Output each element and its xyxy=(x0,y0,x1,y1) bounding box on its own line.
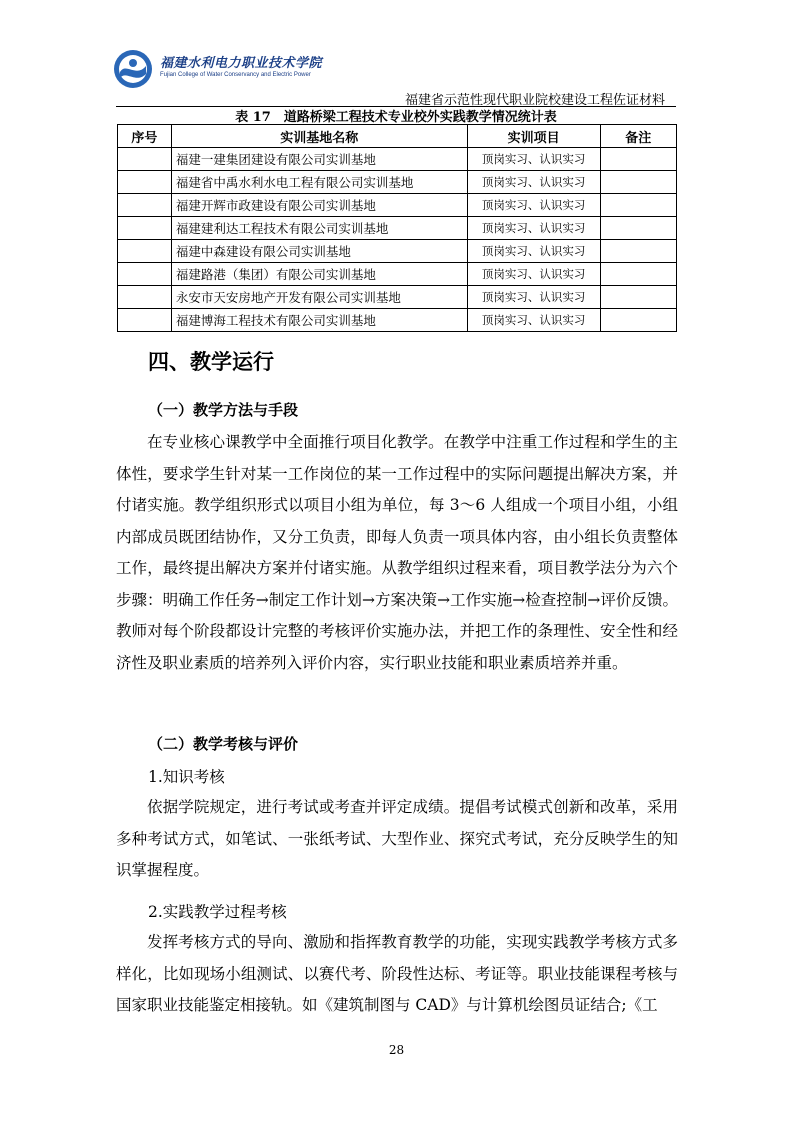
table-cell xyxy=(118,240,172,263)
table-cell: 福建博海工程技术有限公司实训基地 xyxy=(171,309,467,332)
column-header: 序号 xyxy=(118,125,172,148)
table-row xyxy=(118,171,677,194)
table-cell xyxy=(118,286,172,309)
table-cell xyxy=(600,171,676,194)
paragraph-knowledge-assessment: 依据学院规定，进行考试或考查并评定成绩。提倡考试模式创新和改革，采用多种考试方式，如笔试、一张纸考试、大型作业、探究式考试，充分反映学生的知识掌握程度。 xyxy=(116,798,678,879)
table-cell xyxy=(600,194,676,217)
column-header: 备注 xyxy=(600,125,676,148)
table-cell xyxy=(600,309,676,332)
table-cell xyxy=(600,263,676,286)
table-cell xyxy=(600,240,676,263)
table-cell: 福建开辉市政建设有限公司实训基地 xyxy=(171,194,467,217)
table-cell: 顶岗实习、认识实习 xyxy=(467,171,600,194)
table-row xyxy=(118,286,677,309)
college-name-cn: 福建水利电力职业技术学院 xyxy=(160,56,323,71)
table-cell: 顶岗实习、认识实习 xyxy=(467,194,600,217)
table-cell: 福建建利达工程技术有限公司实训基地 xyxy=(171,217,467,240)
table-row xyxy=(118,148,677,171)
table-cell: 顶岗实习、认识实习 xyxy=(467,217,600,240)
table-cell: 福建省中禹水利水电工程有限公司实训基地 xyxy=(171,171,467,194)
list-item-knowledge-assessment: 1.知识考核 xyxy=(148,768,225,786)
table-cell xyxy=(118,171,172,194)
table-cell xyxy=(600,286,676,309)
table-cell xyxy=(600,217,676,240)
table-cell: 顶岗实习、认识实习 xyxy=(467,263,600,286)
paragraph-teaching-methods: 在专业核心课教学中全面推行项目化教学。在教学中注重工作过程和学生的主体性，要求学生针对某一工作岗位的某一工作过程中的实际问题提出解决方案，并付诸实施。教学组织形式以项目小组为单位，每 3～6 人组成一个项目小组，小组内部成员既团结协作，又分工负责，即每人负责一项具体内容，由小组长负责整体工作，最终提出解决方案并付诸实施。从教学组织过程来看，项目教学法分为六个步骤：明确工作任务→制定工作计划→方案决策→工作实施→检查控制→评价反馈。教师对每个阶段都设计完整的考核评价实施办法，并把工作的条理性、安全性和经济性及职业素质的培养列入评价内容，实行职业技能和职业素质培养并重。 xyxy=(116,433,678,672)
table-cell: 顶岗实习、认识实习 xyxy=(467,309,600,332)
table-row xyxy=(118,309,677,332)
table-row xyxy=(118,240,677,263)
table-row xyxy=(118,194,677,217)
table-cell: 福建中森建设有限公司实训基地 xyxy=(171,240,467,263)
table-cell: 顶岗实习、认识实习 xyxy=(467,148,600,171)
table-cell xyxy=(118,194,172,217)
table-cell: 福建路港（集团）有限公司实训基地 xyxy=(171,263,467,286)
column-header: 实训基地名称 xyxy=(171,125,467,148)
document-header-title: 福建省示范性现代职业院校建设工程佐证材料 xyxy=(404,93,665,108)
table-cell: 永安市天安房地产开发有限公司实训基地 xyxy=(171,286,467,309)
table-cell xyxy=(118,263,172,286)
list-item-practice-assessment: 2.实践教学过程考核 xyxy=(148,903,287,921)
subsection-heading-methods: （一）教学方法与手段 xyxy=(148,401,299,419)
table-row xyxy=(118,217,677,240)
college-emblem-icon xyxy=(112,48,154,90)
table-cell xyxy=(600,148,676,171)
table-cell: 顶岗实习、认识实习 xyxy=(467,240,600,263)
page-number: 28 xyxy=(388,1043,405,1057)
table-row xyxy=(118,263,677,286)
column-header: 实训项目 xyxy=(467,125,600,148)
table-cell xyxy=(118,309,172,332)
table-caption: 表 17 道路桥梁工程技术专业校外实践教学情况统计表 xyxy=(235,110,557,125)
table-cell: 福建一建集团建设有限公司实训基地 xyxy=(171,148,467,171)
table-cell: 顶岗实习、认识实习 xyxy=(467,286,600,309)
college-name-en: Fujian College of Water Conservancy and Electric Power xyxy=(160,72,311,78)
practice-base-table xyxy=(117,124,677,332)
paragraph-practice-assessment: 发挥考核方式的导向、激励和指挥教育教学的功能，实现实践教学考核方式多样化，比如现场小组测试、以赛代考、阶段性达标、考证等。职业技能课程考核与国家职业技能鉴定相接轨。如《建筑制图与 CAD》与计算机绘图员证结合;《工 xyxy=(116,933,678,1014)
section-heading: 四、教学运行 xyxy=(148,350,274,374)
table-cell xyxy=(118,148,172,171)
table-cell xyxy=(118,217,172,240)
subsection-heading-assessment: （二）教学考核与评价 xyxy=(148,735,299,753)
college-logo xyxy=(112,48,323,88)
table-header-row xyxy=(118,125,677,148)
